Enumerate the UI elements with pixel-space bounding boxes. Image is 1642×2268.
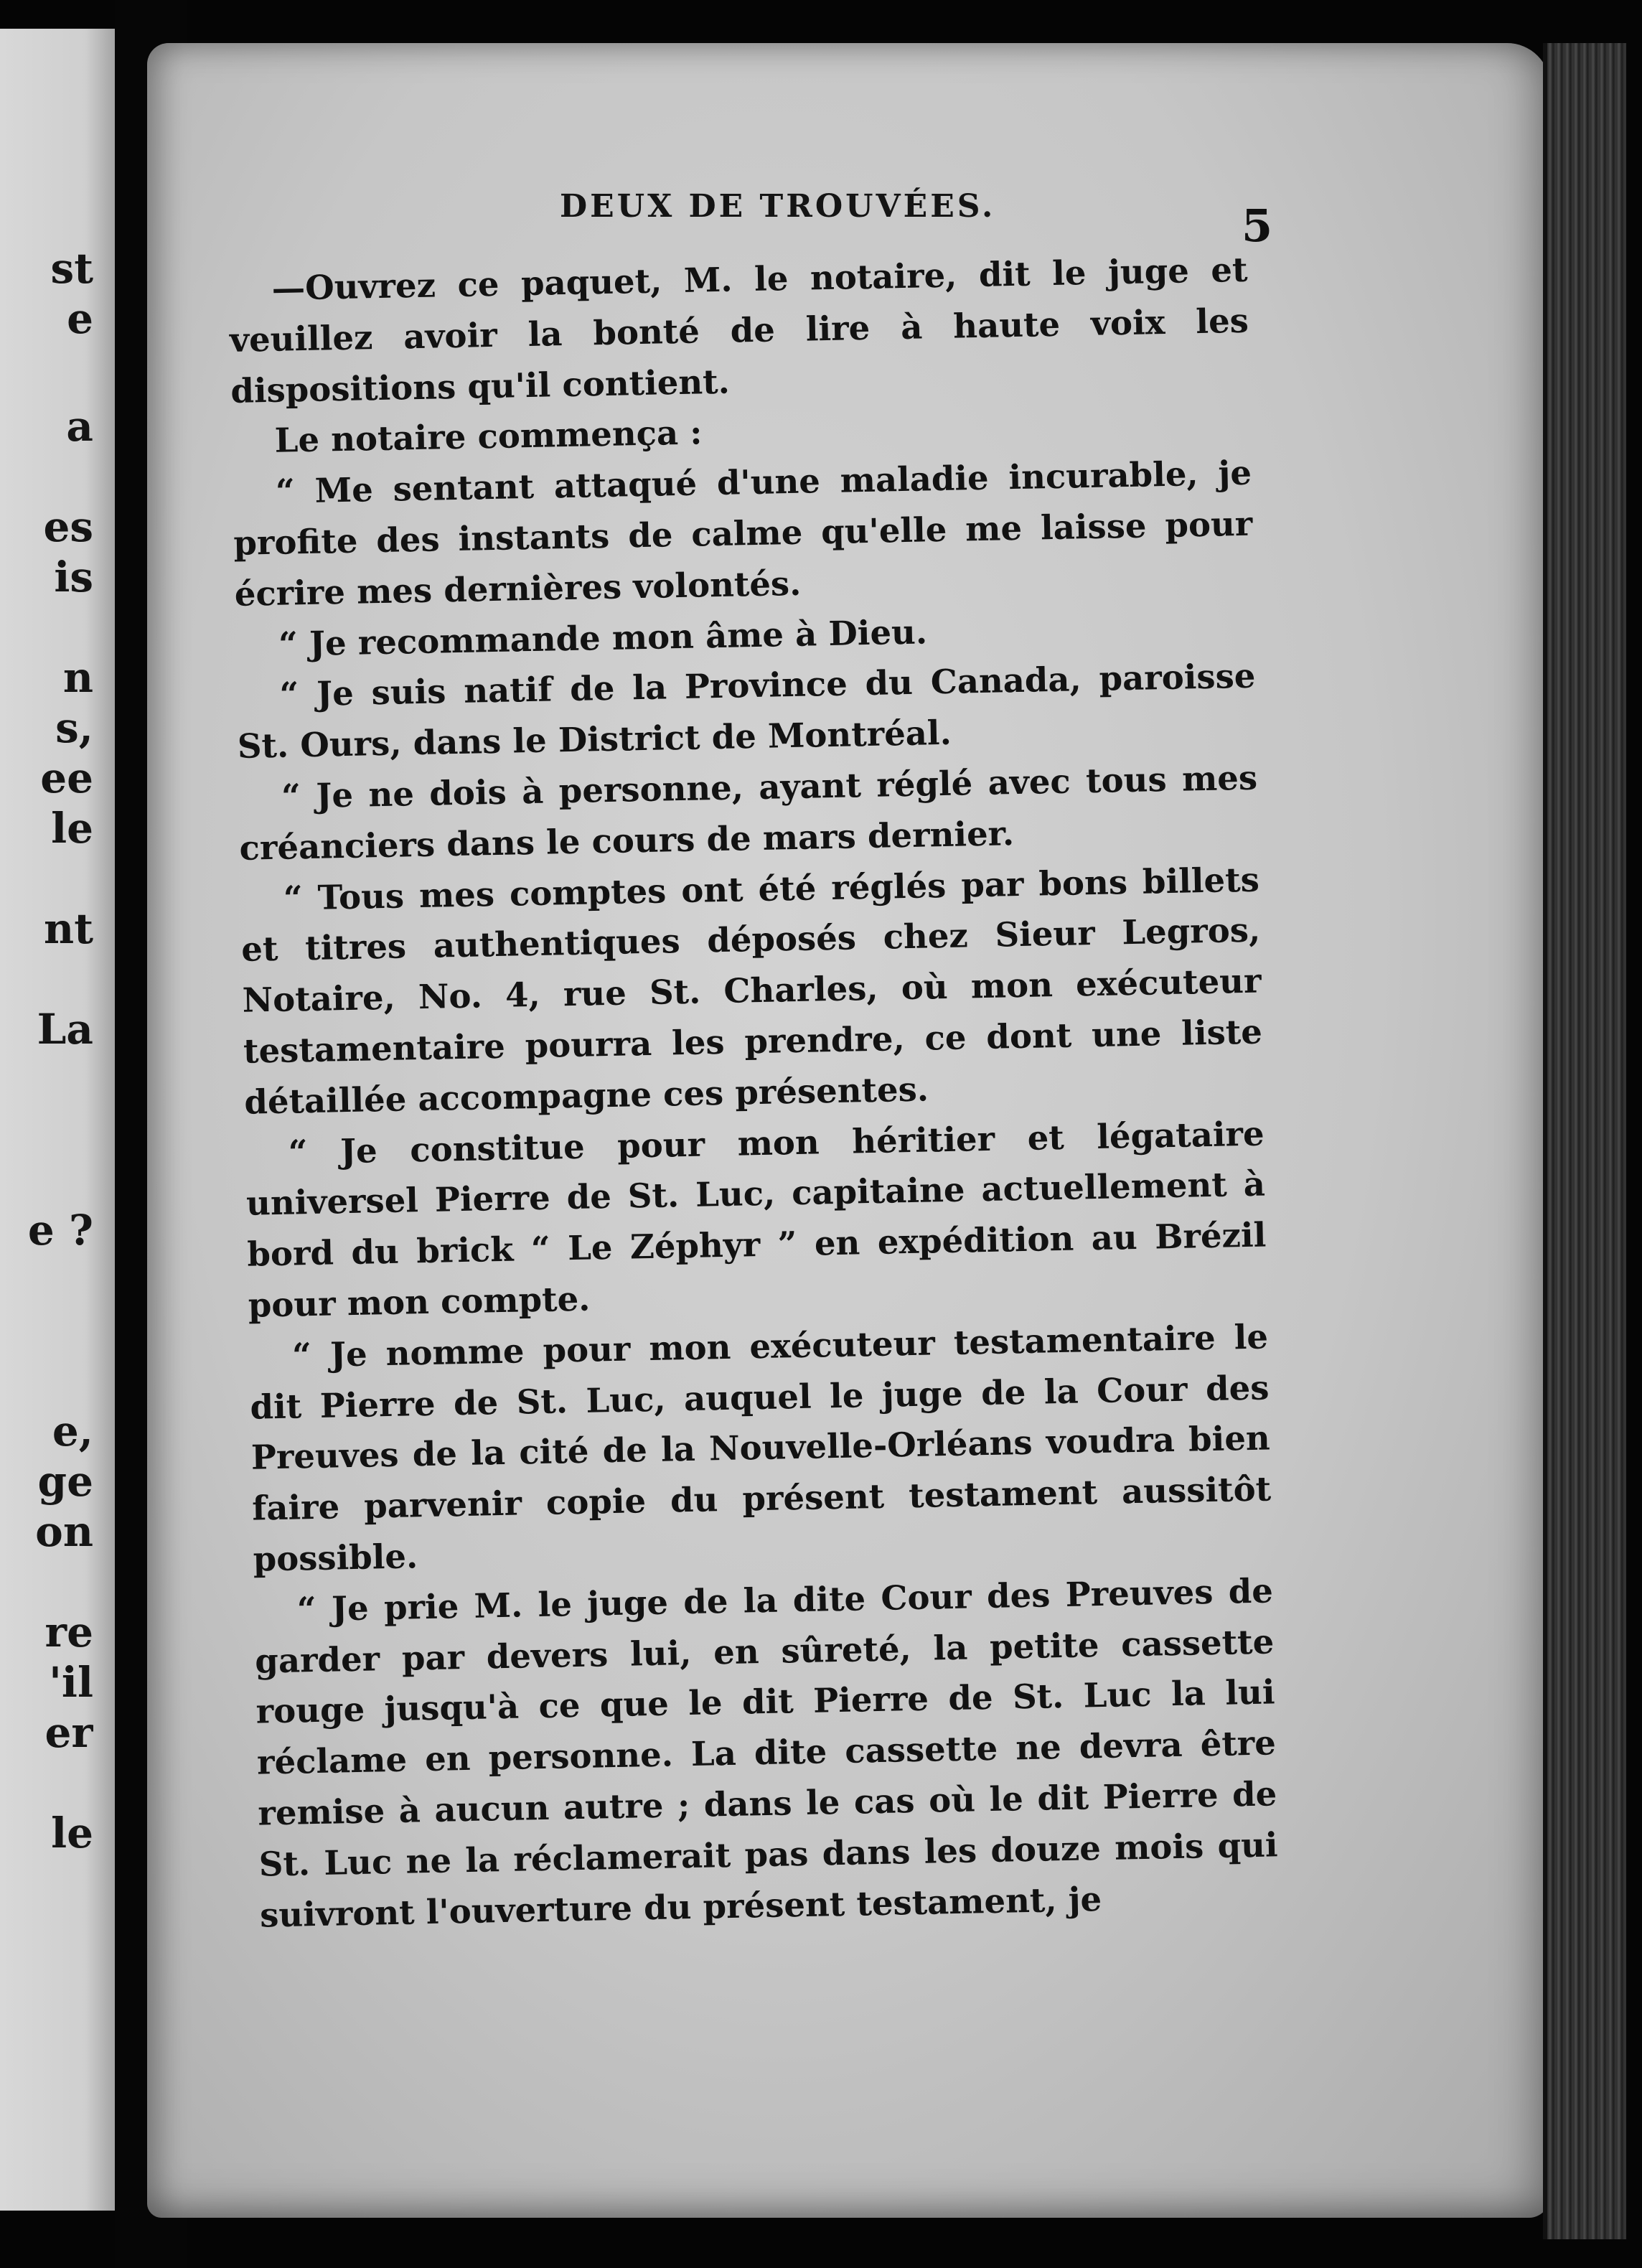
paragraph: “ Tous mes comptes ont été réglés par bons billets et titres authentiques déposés chez Sieur Legros, Notaire, No. 4, rue St. Charles, où mon exécuteur testamentaire pourra les prendre, ce dont une liste détaillée accompagne ces présentes. bbox=[240, 859, 1263, 1122]
paragraph: “ Je ne dois à personne, ayant réglé avec tous mes créanciers dans le cours de mars dernier. bbox=[239, 757, 1258, 868]
fragment: ee bbox=[40, 754, 93, 802]
fragment: e, bbox=[52, 1407, 93, 1456]
fragment: 'il bbox=[49, 1658, 93, 1707]
paragraph: “ Je recommande mon âme à Dieu. bbox=[278, 611, 928, 664]
facing-page bbox=[0, 29, 122, 2211]
fragment: e bbox=[67, 294, 93, 343]
paragraph: “ Me sentant attaqué d'une maladie incurable, je profite des instants de calme qu'elle me laisse pour écrire mes dernières volontés. bbox=[233, 452, 1253, 614]
fragment: ge bbox=[37, 1457, 93, 1506]
fragment: on bbox=[35, 1507, 93, 1556]
page-edges bbox=[1543, 43, 1626, 2239]
paragraph: —Ouvrez ce paquet, M. le notaire, dit le juge et veuillez avoir la bonté de lire à haute voix les dispositions qu'il contient. bbox=[229, 249, 1249, 411]
fragment: is bbox=[54, 553, 93, 601]
paragraph: “ Je suis natif de la Province du Canada, paroisse St. Ours, dans le District de Montréal. bbox=[237, 656, 1256, 767]
paragraph: “ Je prie M. le juge de la dite Cour des Preuves de garder par devers lui, en sûreté, la petite cassette rouge jusqu'à ce que le dit Pierre de St. Luc la lui réclame en personne. La dite cassette ne devra être remise à aucun autre ; dans le cas où le dit Pierre de St. Luc ne la réclamerait pas dans les douze mois qui suivront l'ouverture du présent testament, je bbox=[254, 1570, 1279, 1935]
fragment: e ? bbox=[27, 1206, 93, 1255]
paragraph: Le notaire commença : bbox=[274, 412, 703, 461]
fragment: er bbox=[44, 1708, 93, 1757]
fragment: s, bbox=[55, 703, 93, 752]
fragment: n bbox=[62, 653, 93, 702]
page-number: 5 bbox=[1242, 200, 1273, 252]
running-title: DEUX DE TROUVÉES. bbox=[560, 188, 996, 225]
fragment: a bbox=[66, 402, 93, 451]
fragment: le bbox=[51, 804, 93, 853]
paragraph: “ Je nomme pour mon exécuteur testamentaire le dit Pierre de St. Luc, auquel le juge de la Cour des Preuves de la cité de la Nouvelle-Orléans voudra bien faire parvenir copie du présent testament aussitôt possible. bbox=[250, 1316, 1272, 1579]
facing-page-text-fragments bbox=[0, 29, 100, 2211]
fragment: es bbox=[43, 502, 93, 551]
fragment: nt bbox=[44, 904, 93, 953]
body-text bbox=[228, 245, 1280, 1941]
fragment: re bbox=[44, 1608, 93, 1657]
fragment: st bbox=[50, 244, 93, 293]
fragment: La bbox=[37, 1005, 93, 1054]
fragment: le bbox=[51, 1809, 93, 1857]
paragraph: “ Je constitue pour mon héritier et légataire universel Pierre de St. Luc, capitaine actuellement à bord du brick “ Le Zéphyr ” en expédition au Brézil pour mon compte. bbox=[245, 1113, 1267, 1325]
